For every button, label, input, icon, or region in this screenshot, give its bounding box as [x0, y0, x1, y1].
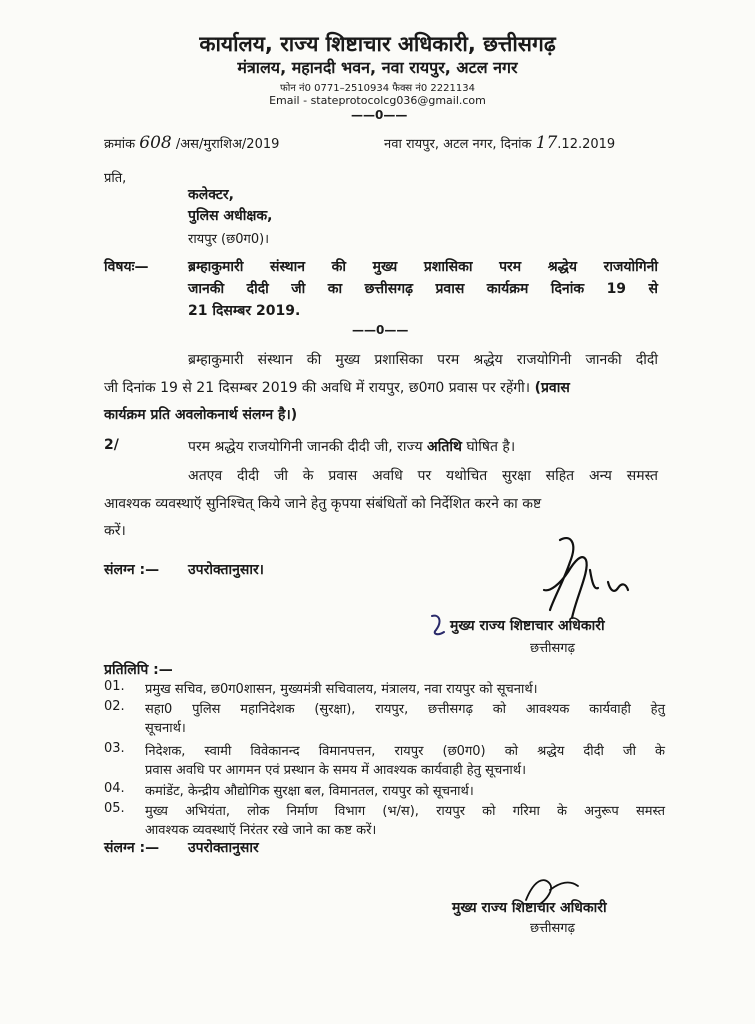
copy-item-text: आवश्यक व्यवस्थाऍ निरंतर रखे जाने का कष्ट करें।: [145, 823, 377, 838]
copy-item-text: कमांडेंट, केन्द्रीय औद्योगिक सुरक्षा बल, विमानतल, रायपुर को सूचनार्थ।: [145, 784, 474, 799]
signatory1-title: मुख्य राज्य शिष्टाचार अधिकारी: [450, 618, 605, 634]
subject-separator: ——0——: [352, 323, 409, 337]
office-contact: फोन नं0 0771–2510934 फैक्स नं0 2221134: [280, 83, 475, 94]
copy-item-num: 05.: [104, 801, 125, 816]
para2-end: घोषित है।: [466, 439, 516, 455]
place-date-line: [384, 133, 615, 153]
recipient-sp: पुलिस अधीक्षक,: [188, 208, 273, 224]
copy-heading: प्रतिलिपि :—: [104, 662, 173, 678]
copy-enclosure-label: संलग्न :—: [104, 840, 160, 856]
subject-label: विषयः—: [104, 259, 149, 275]
signatory2-state: छत्तीसगढ़: [530, 921, 575, 936]
copy-item-text: मुख्य अभियंता, लोक निर्माण विभाग (भ/स), रायपुर को गरिमा के अनुरूप समस्त: [145, 804, 665, 819]
para1-line-1: ब्रम्हाकुमारी संस्थान की मुख्य प्रशासिका परम श्रद्धेय राजयोगिनी जानकी दीदी: [188, 352, 658, 368]
reference-line: [104, 133, 279, 153]
enclosure-label: संलग्न :—: [104, 562, 160, 578]
para3-line-1: अतएव दीदी जी के प्रवास अवधि पर यथोचित सुरक्षा सहित अन्य समस्त: [188, 468, 658, 484]
para2-number: 2/: [104, 437, 119, 453]
copy-item-text: निदेशक, स्वामी विवेकानन्द विमानपत्तन, रायपुर (छ0ग0) को श्रद्धेय दीदी जी के: [145, 744, 665, 759]
reference-number: 608: [139, 133, 172, 153]
enclosure-value: उपरोक्तानुसार।: [188, 562, 264, 578]
office-address: मंत्रालय, महानदी भवन, नवा रायपुर, अटल नगर: [237, 58, 518, 77]
subject-line-2: जानकी दीदी जी का छत्तीसगढ़ प्रवास कार्यक्रम दिनांक 19 से: [188, 281, 658, 297]
para1-line-2-bold: (प्रवास: [534, 380, 570, 396]
copy-item-num: 01.: [104, 679, 125, 694]
date-month-year: .12.2019: [557, 137, 616, 152]
copy-item-text: सहा0 पुलिस महानिदेशक (सुरक्षा), रायपुर, छत्तीसगढ़ को आवश्यक कार्यवाही हेतु: [145, 702, 665, 717]
copy-item-num: 04.: [104, 781, 125, 796]
signature-1: [530, 532, 640, 622]
date-day: 17: [535, 133, 558, 153]
para1-line-2-text: जी दिनांक 19 से 21 दिसम्बर 2019 की अवधि में रायपुर, छ0ग0 प्रवास पर रहेंगी।: [104, 380, 531, 396]
recipient-collector: कलेक्टर,: [188, 187, 234, 203]
signatory2-title: मुख्य राज्य शिष्टाचार अधिकारी: [452, 900, 607, 916]
copy-item-text: प्रवास अवधि पर आगमन एवं प्रस्थान के समय में आवश्यक कार्यवाही हेतु सूचनार्थ।: [145, 763, 527, 778]
initial-mark: [426, 612, 448, 638]
header-separator: ——0——: [351, 108, 408, 122]
copy-item-num: 03.: [104, 741, 125, 756]
copy-item-num: 02.: [104, 699, 125, 714]
place-date-prefix: नवा रायपुर, अटल नगर, दिनांक: [384, 137, 532, 152]
subject-line-3: 21 दिसम्बर 2019.: [188, 303, 301, 319]
para2-bold: अतिथि: [427, 439, 462, 455]
prati-label: प्रति,: [104, 171, 127, 186]
reference-code: /अस/मुराशिअ/2019: [175, 137, 280, 152]
para2-text: परम श्रद्धेय राजयोगिनी जानकी दीदी जी, राज्य: [188, 439, 423, 455]
copy-enclosure-value: उपरोक्तानुसार: [188, 840, 259, 856]
para3-line-2: आवश्यक व्यवस्थाऍ सुनिश्चित् किये जाने हेतु कृपया संबंधितों को निर्देशित करने का कष्ट: [104, 496, 542, 512]
para1-line-2: [104, 378, 570, 397]
para2-line: [188, 437, 515, 456]
copy-item-text: प्रमुख सचिव, छ0ग0शासन, मुख्यमंत्री सचिवालय, मंत्रालय, नवा रायपुर को सूचनार्थ।: [145, 682, 538, 697]
office-title: कार्यालय, राज्य शिष्टाचार अधिकारी, छत्तीसगढ़: [199, 32, 556, 56]
recipient-place: रायपुर (छ0ग0)।: [188, 232, 270, 247]
copy-item-text: सूचनार्थ।: [145, 721, 186, 736]
reference-prefix: क्रमांक: [104, 137, 136, 152]
para3-line-3: करें।: [104, 523, 126, 539]
office-email: Email - stateprotocolcg036@gmail.com: [269, 94, 486, 107]
subject-line-1: ब्रम्हाकुमारी संस्थान की मुख्य प्रशासिका परम श्रद्धेय राजयोगिनी: [188, 259, 658, 275]
para1-line-3: कार्यक्रम प्रति अवलोकनार्थ संलग्न है।): [104, 407, 298, 423]
signatory1-state: छत्तीसगढ़: [530, 641, 575, 656]
